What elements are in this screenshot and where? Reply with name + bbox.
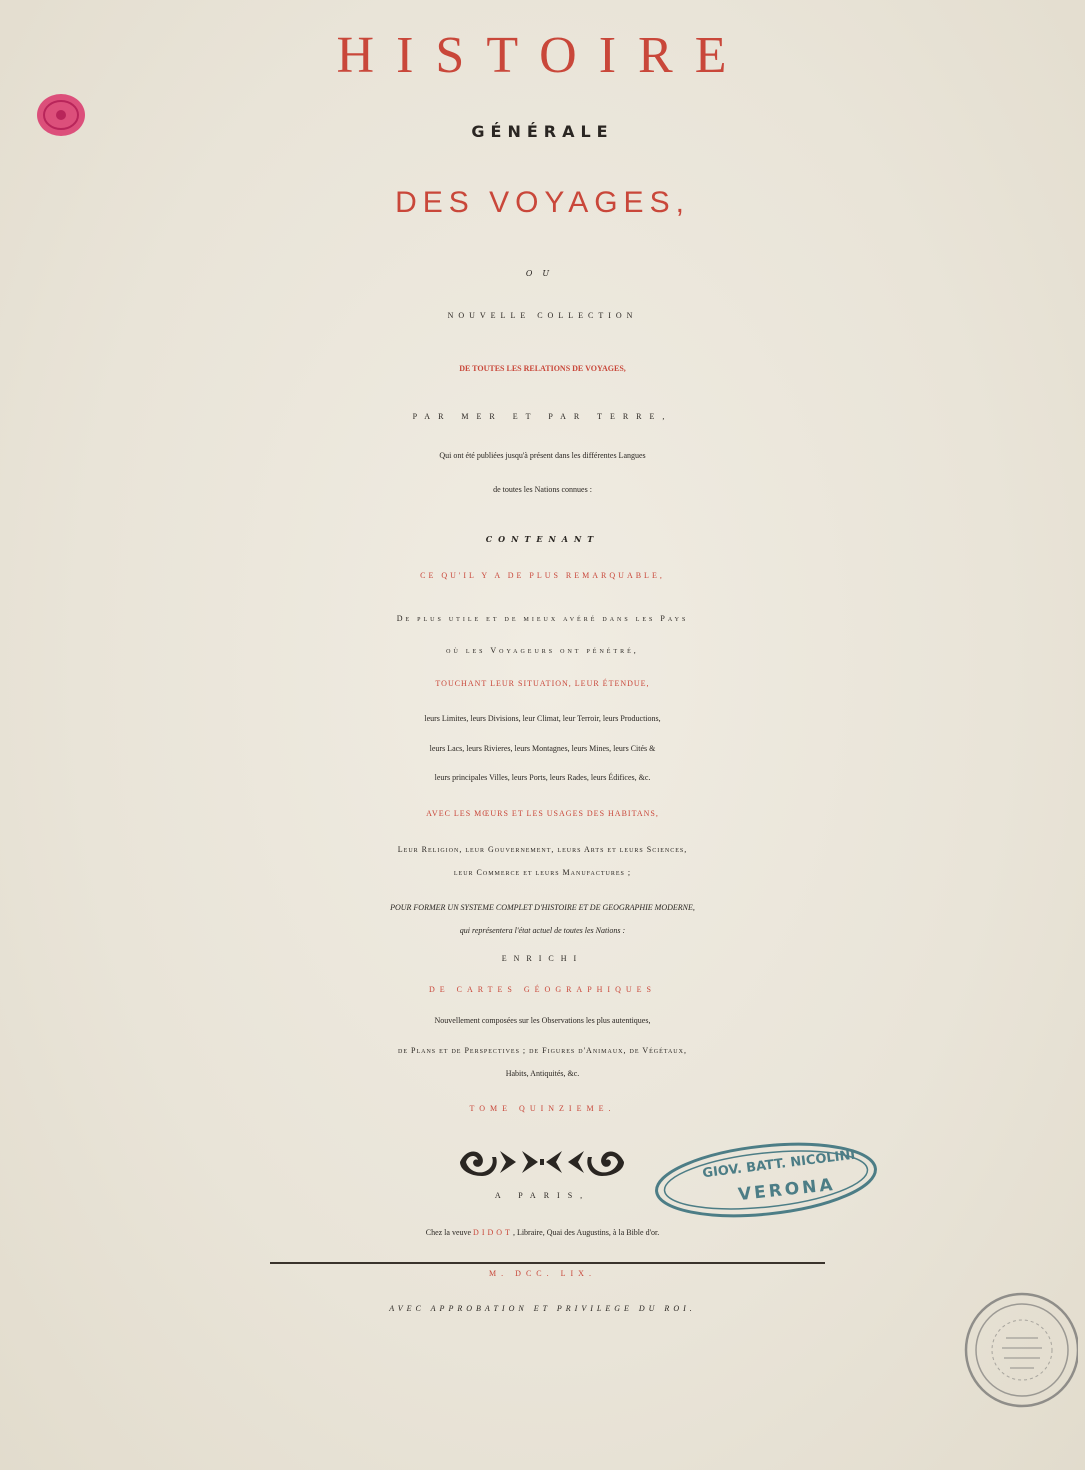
contents-contenant: CONTENANT xyxy=(485,534,600,544)
title-line-generale: GÉNÉRALE xyxy=(471,122,614,141)
subtitle-par-mer: PAR MER ET PAR TERRE, xyxy=(412,412,673,421)
library-oval-stamp xyxy=(650,1140,882,1220)
imprint-publisher-name: DIDOT xyxy=(473,1228,513,1237)
oval-stamp-line2: VERONA xyxy=(737,1174,837,1206)
imprint-city: A PARIS, xyxy=(494,1191,591,1200)
contents-ou-voyageurs: où les Voyageurs ont pénétré, xyxy=(446,646,639,655)
contents-avec-moeurs: AVEC LES MŒURS ET LES USAGES DES HABITANS, xyxy=(426,809,659,818)
imprint-approbation: AVEC APPROBATION ET PRIVILEGE DU ROI. xyxy=(389,1304,696,1313)
subtitle-qui-line2: de toutes les Nations connues : xyxy=(493,485,592,494)
subtitle-ou: OU xyxy=(525,269,560,278)
contents-habits: Habits, Antiquités, &c. xyxy=(505,1069,580,1078)
subtitle-qui-line1: Qui ont été publiées jusqu'à présent dans les différentes Langues xyxy=(439,451,646,460)
contents-remarquable: CE QU'IL Y A DE PLUS REMARQUABLE, xyxy=(420,571,665,580)
imprint-publisher-line xyxy=(0,1229,1085,1237)
imprint-chez-prefix: Chez la veuve xyxy=(425,1228,474,1237)
contents-limites: leurs Limites, leurs Divisions, leur Climat, leur Terroir, leurs Productions, xyxy=(424,714,661,723)
red-library-seal-icon xyxy=(30,86,92,144)
imprint-divider-rule xyxy=(270,1262,825,1264)
contents-pour-former: POUR FORMER UN SYSTEME COMPLET D'HISTOIRE ET DE GEOGRAPHIE MODERNE, xyxy=(390,903,695,912)
contents-principales: leurs principales Villes, leurs Ports, leurs Rades, leurs Édifices, &c. xyxy=(434,773,651,782)
contents-touchant: TOUCHANT LEUR SITUATION, LEUR ÉTENDUE, xyxy=(435,679,650,688)
contents-qui-representera: qui représentera l'état actuel de toutes les Nations : xyxy=(459,926,626,935)
oval-stamp-line1: GIOV. BATT. NICOLINI xyxy=(701,1147,857,1182)
contents-nouvellement: Nouvellement composées sur les Observations les plus autentiques, xyxy=(434,1016,651,1025)
subtitle-toutes-relations: DE TOUTES LES RELATIONS DE VOYAGES, xyxy=(459,364,626,373)
title-line-histoire: HISTOIRE xyxy=(336,27,749,84)
contents-cartes: DE CARTES GÉOGRAPHIQUES xyxy=(429,985,656,994)
volume-number: TOME QUINZIEME. xyxy=(469,1104,616,1113)
subtitle-nouvelle-collection: NOUVELLE COLLECTION xyxy=(447,311,638,320)
round-library-stamp-icon xyxy=(958,1286,1078,1412)
contents-lacs: leurs Lacs, leurs Rivieres, leurs Montagnes, leurs Mines, leurs Cités & xyxy=(429,744,656,753)
title-line-des-voyages: DES VOYAGES, xyxy=(395,186,690,219)
contents-enrichi: ENRICHI xyxy=(501,954,584,963)
contents-religion: Leur Religion, leur Gouvernement, leurs Arts et leurs Sciences, xyxy=(397,845,688,854)
contents-de-plus-utile: De plus utile et de mieux avéré dans les Pays xyxy=(396,614,689,623)
imprint-date: M. DCC. LIX. xyxy=(489,1269,596,1278)
imprint-chez-suffix: , Libraire, Quai des Augustins, à la Bible d'or. xyxy=(512,1228,660,1237)
contents-plans: de Plans et de Perspectives ; de Figures d'Animaux, de Végétaux, xyxy=(398,1046,687,1055)
printers-ornament-icon xyxy=(452,1145,632,1179)
contents-commerce: leur Commerce et leurs Manufactures ; xyxy=(453,868,632,877)
